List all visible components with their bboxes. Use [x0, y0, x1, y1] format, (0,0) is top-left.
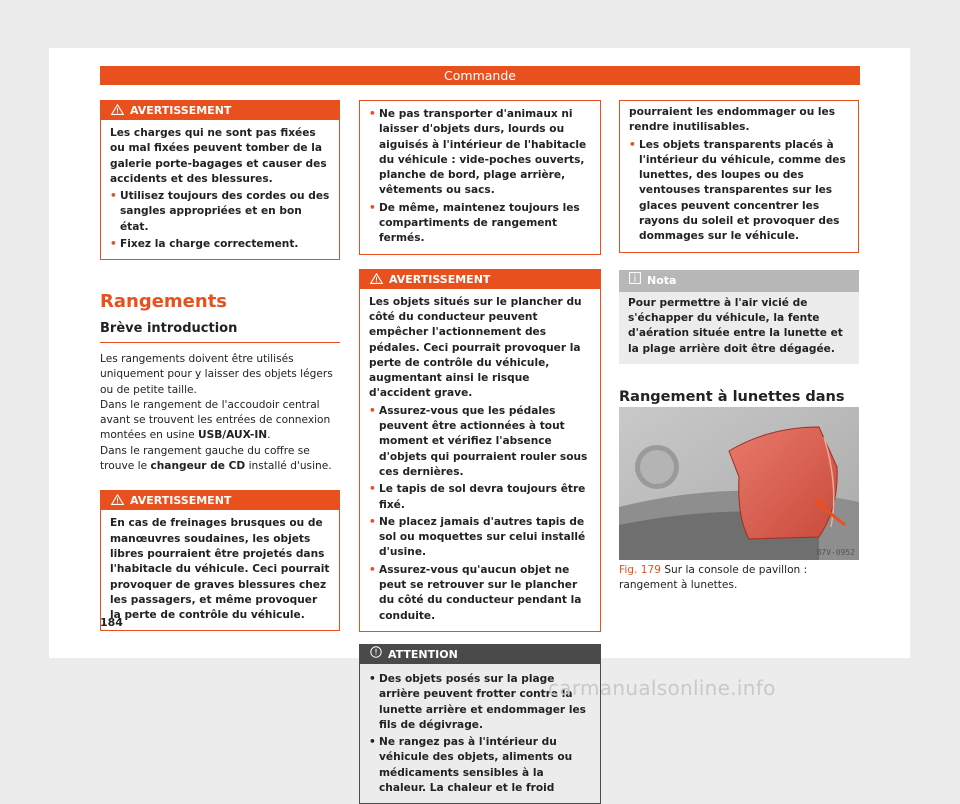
warning-bullet: • Ne pas transporter d'animaux ni laisser d'objets durs, lourds ou aiguisés à l'intérieur de l'habitacle du véhicule : vide-poches ouverts, planche de bord, plage arrière, vêtements ou sacs.: [369, 107, 591, 199]
warning-box-continued: [359, 100, 601, 255]
warning-text: En cas de freinages brusques ou de manœuvres soudaines, les objets libres pourraient être projetés dans l'habitacle du véhicule. Ceci pourrait provoquer de graves blessures chez les passagers, et même provoquer la perte de contrôle du véhicule.: [110, 517, 330, 622]
warning-triangle-icon: [111, 104, 124, 117]
warning-text: pourraient les endommager ou les rendre inutilisables.: [629, 106, 836, 134]
paragraph: Dans le rangement gauche du coffre se trouve le changeur de CD installé d'usine.: [100, 444, 332, 473]
warning-bullet: • Ne placez jamais d'autres tapis de sol ou moquettes sur celui installé d'usine.: [369, 515, 591, 561]
warning-title: AVERTISSEMENT: [389, 272, 491, 286]
column-3: [619, 100, 859, 435]
figure-caption-text: Sur la console de pavillon : rangement à lunettes.: [619, 564, 808, 591]
attention-title: ATTENTION: [388, 647, 458, 661]
figure-label: Fig. 179: [619, 564, 661, 576]
warning-box-continued: [619, 100, 859, 253]
page-header: Commande: [100, 66, 860, 85]
warning-bullet: • Les objets transparents placés à l'intérieur du véhicule, comme des lunettes, des loupes ou des ventouses transparentes sur les glaces peuvent concentrer les rayons du soleil et provoquer des dommages sur le véhicule.: [629, 138, 849, 245]
info-square-icon: [629, 270, 641, 292]
subheading: Brève introduction: [100, 320, 238, 336]
warning-triangle-icon: [111, 494, 124, 507]
warning-bullet: • De même, maintenez toujours les compartiments de rangement fermés.: [369, 201, 591, 247]
nota-title: Nota: [647, 273, 677, 287]
warning-triangle-icon: [370, 273, 383, 286]
warning-header: [101, 101, 339, 120]
warning-box-1: [100, 100, 340, 260]
attention-bullet: • Ne rangez pas à l'intérieur du véhicule des objets, aliments ou médicaments sensibles à la chaleur. La chaleur et le froid: [369, 735, 591, 796]
nota-header: [619, 270, 859, 292]
attention-box: [359, 644, 601, 804]
paragraph: Les rangements doivent être utilisés uniquement pour y laisser des objets légers ou de petite taille.: [100, 352, 333, 396]
warning-text: Les charges qui ne sont pas fixées ou mal fixées peuvent tomber de la galerie porte-bagages et causer des accidents et des blessures.: [110, 127, 327, 185]
nota-box: [619, 270, 859, 364]
warning-header: [360, 270, 600, 289]
figure-code: B7V-0952: [816, 548, 855, 557]
warning-bullet: • Fixez la charge correctement.: [110, 237, 330, 252]
warning-title: AVERTISSEMENT: [130, 494, 232, 508]
page-number: 184: [100, 616, 123, 629]
paragraph: Dans le rangement de l'accoudoir central avant se trouvent les entrées de connexion montées en usine USB/AUX-IN.: [100, 398, 331, 442]
warning-box-2: [100, 490, 340, 631]
watermark: carmanualsonline.info: [548, 676, 776, 700]
section-title-2: Rangement à lunettes dans: [619, 388, 845, 405]
warning-title: AVERTISSEMENT: [130, 104, 232, 117]
column-1: [100, 100, 340, 631]
figure-caption: [619, 563, 859, 593]
figure-179: [619, 407, 859, 560]
info-circle-icon: [370, 645, 382, 664]
warning-text: Les objets situés sur le plancher du côté du conducteur peuvent empêcher l'actionnement des pédales. Ceci pourrait provoquer la perte de contrôle du véhicule, augmentant ainsi le risque d'accident grave.: [369, 295, 582, 400]
warning-box-3: [359, 269, 601, 632]
warning-bullet: • Assurez-vous que les pédales peuvent être actionnées à tout moment et vérifiez l'absence d'objets qui pourraient rouler sous ces dernières.: [369, 404, 591, 480]
warning-bullet: • Assurez-vous qu'aucun objet ne peut se retrouver sur le plancher du côté du conducteur pendant la conduite.: [369, 563, 591, 624]
warning-header: [101, 491, 339, 510]
roof-console-illustration: [619, 407, 859, 560]
nota-text: Pour permettre à l'air vicié de s'échapper du véhicule, la fente d'aération située entre la lunette et la plage arrière doit être dégagée.: [628, 296, 843, 355]
warning-bullet: • Le tapis de sol devra toujours être fixé.: [369, 482, 591, 513]
warning-bullet: • Utilisez toujours des cordes ou des sangles appropriées et en bon état.: [110, 189, 330, 235]
section-title: Rangements: [100, 291, 228, 313]
attention-header: [360, 645, 600, 664]
attention-bullet: • Des objets posés sur la plage arrière peuvent frotter contre la lunette arrière et endommager les fils de dégivrage.: [369, 672, 591, 733]
